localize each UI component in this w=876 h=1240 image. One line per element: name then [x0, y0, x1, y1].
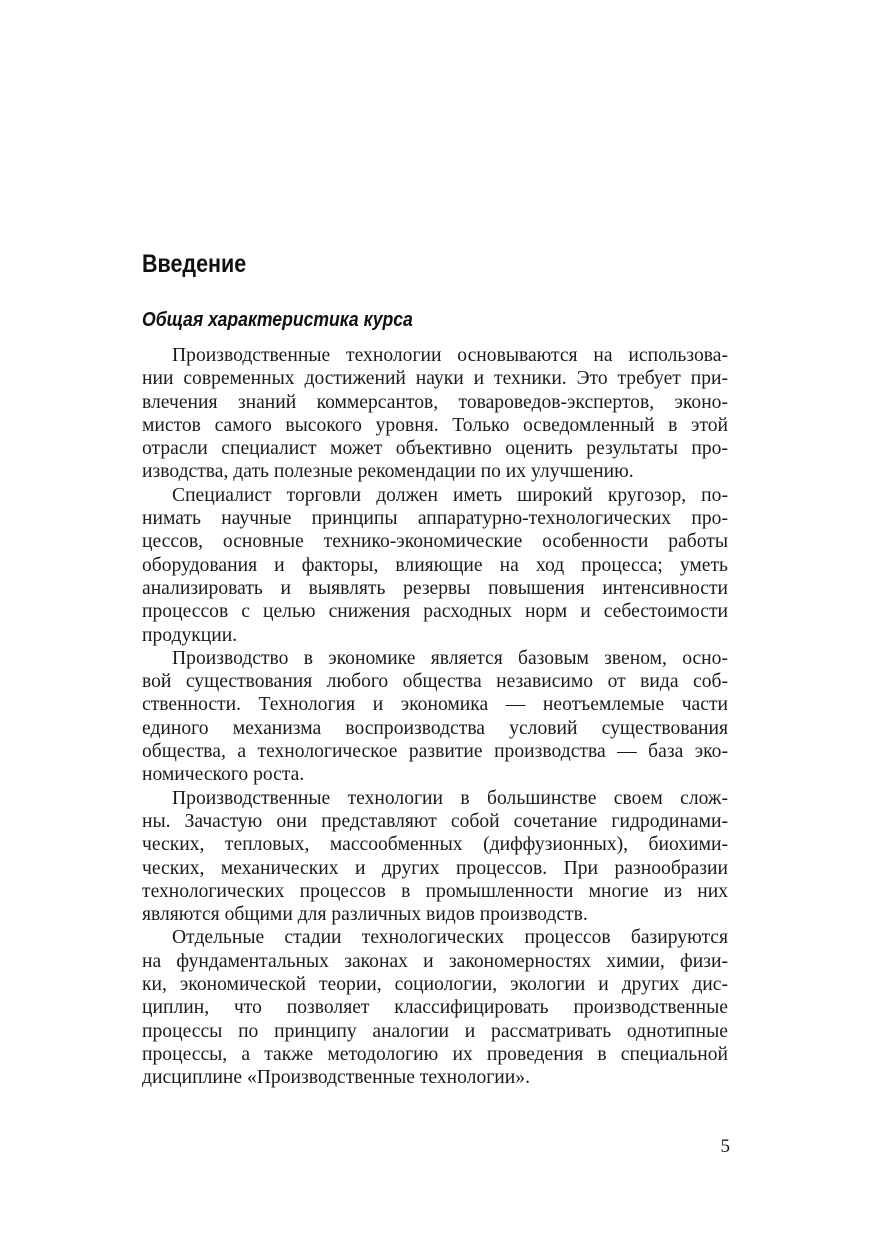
text-line: отрасли специалист может объективно оценить результаты про- — [142, 438, 728, 460]
text-line: единого механизма воспроизводства условий существования — [142, 717, 728, 739]
text-line: продукции. — [142, 624, 238, 646]
text-line: общества, а технологическое развитие производства — база эко- — [142, 741, 728, 763]
page-number: 5 — [720, 1136, 730, 1157]
text-line: процессы, а также методологию их проведения в специальной — [142, 1043, 728, 1065]
text-line: анализировать и выявлять резервы повышения интенсивности — [142, 577, 728, 599]
text-line: влечения знаний коммерсантов, товароведов-экспертов, эконо- — [142, 391, 728, 413]
text-line: технологических процессов в промышленности многие из них — [142, 880, 728, 902]
text-line: дисциплине «Производственные технологии». — [142, 1067, 530, 1089]
paragraph-5 — [142, 926, 728, 1089]
text-line: Производство в экономике является базовым звеном, осно- — [172, 647, 728, 669]
text-line: ки, экономической теории, социологии, экологии и других дис- — [142, 974, 728, 996]
body-text — [142, 344, 728, 1090]
text-line: Производственные технологии в большинстве своем слож- — [172, 787, 728, 809]
text-line: процессы по принципу аналогии и рассматривать однотипные — [142, 1020, 728, 1042]
text-line: вой существования любого общества независимо от вида соб- — [142, 671, 728, 693]
text-line: изводства, дать полезные рекомендации по их улучшению. — [142, 461, 634, 483]
text-line: цессов, основные технико-экономические особенности работы — [142, 531, 728, 553]
text-line: нии современных достижений науки и техники. Это требует при- — [142, 368, 728, 390]
paragraph-2 — [142, 484, 728, 647]
text-line: на фундаментальных законах и закономерностях химии, физи- — [142, 950, 728, 972]
text-line: ственности. Технология и экономика — неотъемлемые части — [142, 694, 728, 716]
paragraph-1 — [142, 344, 728, 484]
text-line: оборудования и факторы, влияющие на ход процесса; уметь — [142, 554, 728, 576]
text-line: нимать научные принципы аппаратурно-технологических про- — [142, 508, 728, 530]
text-line: Производственные технологии основываются на использова- — [172, 345, 728, 366]
text-line: Отдельные стадии технологических процессов базируются — [172, 927, 728, 949]
text-line: мистов самого высокого уровня. Только осведомленный в этой — [142, 414, 728, 436]
paragraph-4 — [142, 787, 728, 927]
text-line: процессов с целью снижения расходных норм и себестоимости — [142, 601, 728, 623]
text-line: циплин, что позволяет классифицировать производственные — [142, 997, 728, 1019]
section-title: Общая характеристика курса — [142, 309, 413, 331]
text-line: ны. Зачастую они представляют собой сочетание гидродинами- — [142, 810, 728, 832]
text-line: ческих, тепловых, массообменных (диффузионных), биохими- — [142, 834, 728, 856]
chapter-title: Введение — [142, 250, 247, 278]
paragraph-3 — [142, 647, 728, 787]
text-line: номического роста. — [142, 764, 305, 786]
text-line: ческих, механических и других процессов. При разнообразии — [142, 857, 728, 879]
text-line: Специалист торговли должен иметь широкий кругозор, по- — [172, 484, 728, 506]
text-line: являются общими для различных видов производств. — [142, 904, 588, 926]
